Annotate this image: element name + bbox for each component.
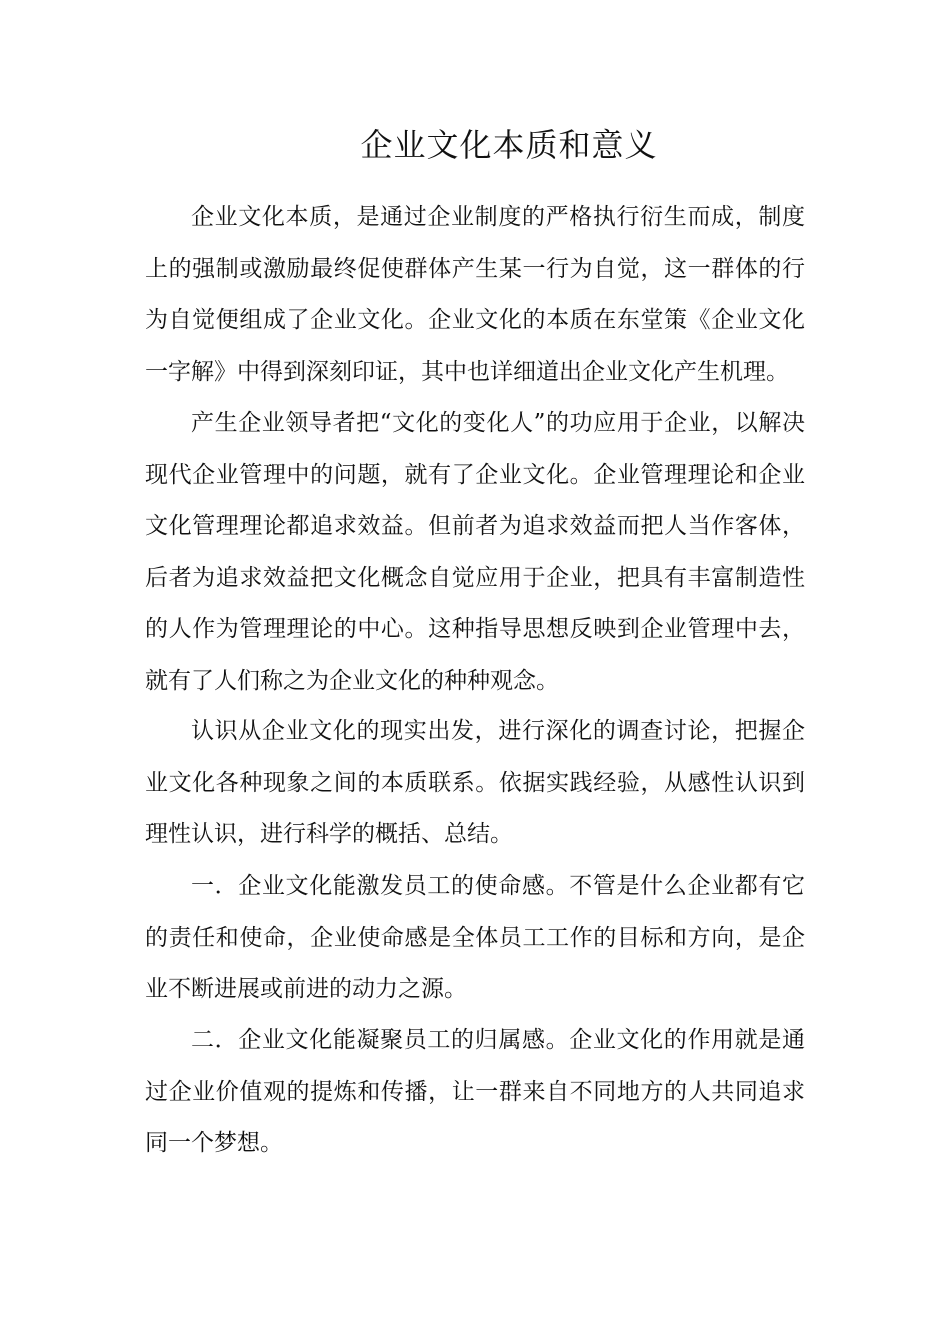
paragraph-belonging: 二．企业文化能凝聚员工的归属感。企业文化的作用就是通过企业价值观的提炼和传播，让一群来自不同地方的人共同追求同一个梦想。 bbox=[145, 1027, 805, 1156]
paragraph-understanding: 认识从企业文化的现实出发，进行深化的调查讨论，把握企业文化各种现象之间的本质联系。依据实践经验，从感性认识到理性认识，进行科学的概括、总结。 bbox=[145, 718, 805, 847]
paragraph-origin: 产生企业领导者把“文化的变化人”的功应用于企业，以解决现代企业管理中的问题，就有了企业文化。企业管理理论和企业文化管理理论都追求效益。但前者为追求效益而把人当作客体，后者为追求效益把文化概念自觉应用于企业，把具有丰富制造性的人作为管理理论的中心。这种指导思想反映到企业管理中去，就有了人们称之为企业文化的种种观念。 bbox=[145, 410, 805, 694]
paragraph-mission: 一．企业文化能激发员工的使命感。不管是什么企业都有它的责任和使命，企业使命感是全体员工工作的目标和方向，是企业不断进展或前进的动力之源。 bbox=[145, 873, 805, 1002]
document-title: 企业文化本质和意义 bbox=[360, 126, 658, 164]
paragraph-essence: 企业文化本质，是通过企业制度的严格执行衍生而成，制度上的强制或激励最终促使群体产生某一行为自觉，这一群体的行为自觉便组成了企业文化。企业文化的本质在东堂策《企业文化一字解》中得到深刻印证，其中也详细道出企业文化产生机理。 bbox=[145, 204, 805, 385]
